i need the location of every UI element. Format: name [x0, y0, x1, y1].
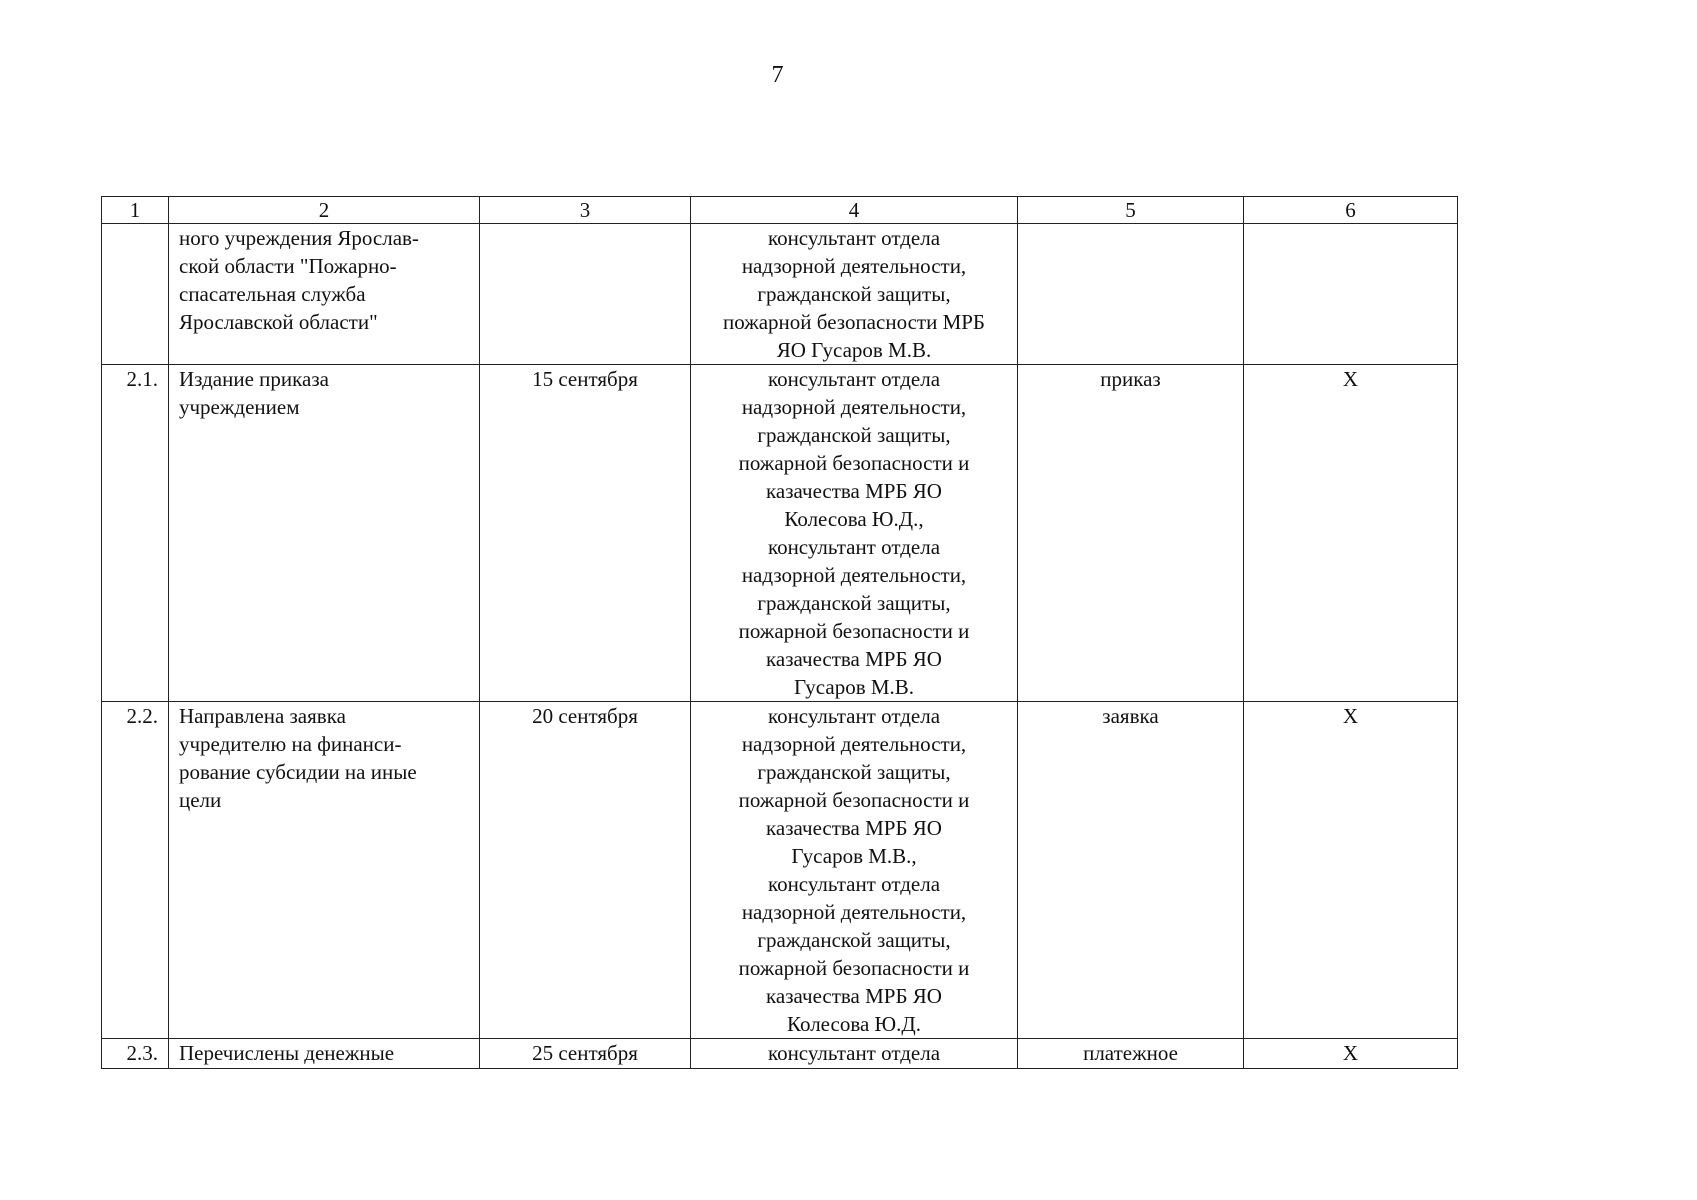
responsible-line: казачества МРБ ЯО	[766, 479, 942, 503]
item-responsible	[691, 365, 1018, 702]
item-mark: Х	[1244, 365, 1458, 702]
item-name-line: рование субсидии на иные	[179, 760, 417, 784]
responsible-line: гражданской защиты,	[757, 591, 951, 615]
item-name	[169, 1039, 480, 1069]
item-result: платежное	[1018, 1039, 1244, 1069]
item-date: 15 сентября	[480, 365, 691, 702]
item-number: 2.1.	[102, 365, 169, 702]
responsible-line: консультант отдела	[767, 367, 941, 391]
item-name-line: спасательная служба	[179, 282, 366, 306]
item-responsible	[691, 702, 1018, 1039]
responsible-line: гражданской защиты,	[757, 760, 951, 784]
item-date: 25 сентября	[480, 1039, 691, 1069]
responsible-line: консультант отдела	[767, 535, 941, 559]
responsible-line: консультант отдела	[767, 872, 941, 896]
table-row	[102, 365, 1458, 702]
column-number-2: 2	[169, 197, 480, 224]
item-date: 20 сентября	[480, 702, 691, 1039]
item-responsible	[691, 224, 1018, 365]
column-number-1: 1	[102, 197, 169, 224]
responsible-line: надзорной деятельности,	[741, 395, 967, 419]
responsible-line: казачества МРБ ЯО	[766, 816, 942, 840]
item-name-line: Перечислены денежные	[179, 1041, 395, 1065]
item-name-line: учреждением	[179, 395, 300, 419]
item-name-line: Издание приказа	[179, 367, 329, 391]
responsible-line: надзорной деятельности,	[741, 900, 967, 924]
responsible-line: пожарной безопасности и	[738, 619, 970, 643]
responsible-line: казачества МРБ ЯО	[766, 647, 942, 671]
item-result: приказ	[1018, 365, 1244, 702]
responsible-line: ЯО Гусаров М.В.	[776, 338, 932, 362]
item-mark: Х	[1244, 1039, 1458, 1069]
column-number-6: 6	[1244, 197, 1458, 224]
responsible-line: консультант отдела	[767, 1041, 941, 1065]
item-name-line: ской области "Пожарно-	[179, 254, 397, 278]
item-name	[169, 702, 480, 1039]
responsible-line: Колесова Ю.Д.	[787, 1012, 921, 1036]
responsible-line: Гусаров М.В.,	[791, 844, 917, 868]
item-mark: Х	[1244, 702, 1458, 1039]
responsible-line: пожарной безопасности и	[738, 451, 970, 475]
item-number: 2.3.	[102, 1039, 169, 1069]
responsible-line: гражданской защиты,	[757, 928, 951, 952]
table-header-row	[102, 197, 1458, 224]
item-name-line: учредителю на финанси-	[179, 732, 402, 756]
responsible-line: надзорной деятельности,	[741, 254, 967, 278]
responsible-line: Колесова Ю.Д.,	[784, 507, 924, 531]
item-name-line: Ярославской области"	[179, 310, 378, 334]
responsible-line: Гусаров М.В.	[793, 675, 915, 699]
responsible-line: консультант отдела	[767, 226, 941, 250]
item-responsible	[691, 1039, 1018, 1069]
responsible-line: консультант отдела	[767, 704, 941, 728]
table-row	[102, 702, 1458, 1039]
column-number-4: 4	[691, 197, 1018, 224]
responsible-line: гражданской защиты,	[757, 423, 951, 447]
item-result: заявка	[1018, 702, 1244, 1039]
responsible-line: пожарной безопасности и	[738, 788, 970, 812]
item-name	[169, 365, 480, 702]
responsible-line: пожарной безопасности МРБ	[723, 310, 985, 334]
table-row	[102, 1039, 1458, 1069]
responsible-line: казачества МРБ ЯО	[766, 984, 942, 1008]
item-mark	[1244, 224, 1458, 365]
column-number-5: 5	[1018, 197, 1244, 224]
item-name-line: Направлена заявка	[179, 704, 346, 728]
item-name-line: цели	[179, 788, 222, 812]
page-number: 7	[771, 62, 784, 88]
item-date	[480, 224, 691, 365]
item-number: 2.2.	[102, 702, 169, 1039]
item-number	[102, 224, 169, 365]
responsible-line: гражданской защиты,	[757, 282, 951, 306]
item-name	[169, 224, 480, 365]
column-number-3: 3	[480, 197, 691, 224]
item-name-line: ного учреждения Ярослав-	[179, 226, 419, 250]
item-result	[1018, 224, 1244, 365]
table-row	[102, 224, 1458, 365]
responsible-line: надзорной деятельности,	[741, 732, 967, 756]
plan-table	[101, 196, 1458, 1069]
responsible-line: пожарной безопасности и	[738, 956, 970, 980]
responsible-line: надзорной деятельности,	[741, 563, 967, 587]
